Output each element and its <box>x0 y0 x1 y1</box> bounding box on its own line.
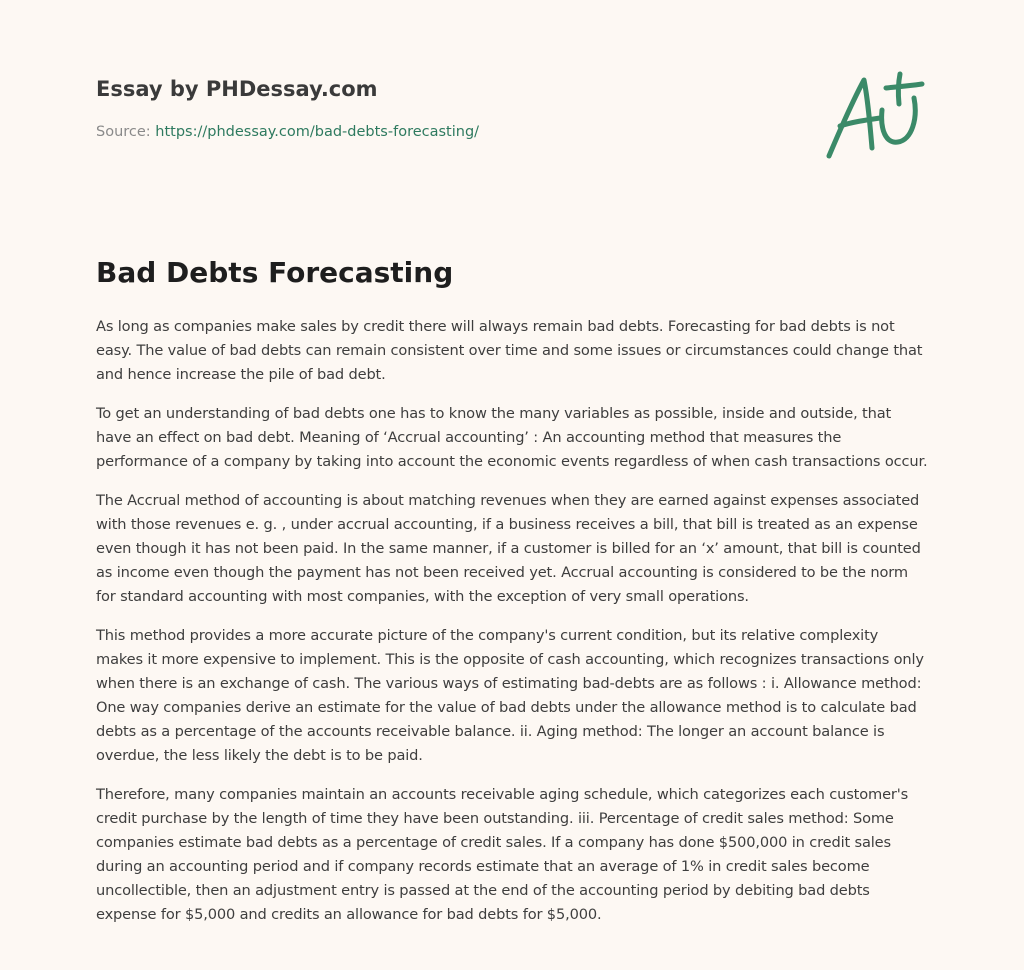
essay-body <box>96 315 928 942</box>
brand-title: Essay by PHDessay.com <box>96 77 378 101</box>
paragraph: To get an understanding of bad debts one has to know the many variables as possible, inside and outside, that have an effect on bad debt. Meaning of ‘Accrual accounting’ : An accounting method that measures the performance of a company by taking into account the economic events regardless of when cash transactions occur. <box>96 405 928 470</box>
source-link[interactable]: https://phdessay.com/bad-debts-forecasting/ <box>155 124 480 140</box>
paragraph: The Accrual method of accounting is about matching revenues when they are earned against expenses associated with those revenues e. g. , under accrual accounting, if a business receives a bill, that bill is treated as an expense even though it has not been paid. In the same manner, if a customer is billed for an ‘x’ amount, that bill is counted as income even though the payment has not been received yet. Accrual accounting is considered to be the norm for standard accounting with most companies, with the exception of very small operations. <box>96 492 921 605</box>
source-line <box>96 124 479 140</box>
essay-title: Bad Debts Forecasting <box>96 256 454 289</box>
paragraph: This method provides a more accurate picture of the company's current condition, but its relative complexity makes it more expensive to implement. This is the opposite of cash accounting, which recognizes transactions only when there is an exchange of cash. The various ways of estimating bad-debts are as follows : i. Allowance method: One way companies derive an estimate for the value of bad debts under the allowance method is to calculate bad debts as a percentage of the accounts receivable balance. ii. Aging method: The longer an account balance is overdue, the less likely the debt is to be paid. <box>96 627 924 764</box>
a-plus-logo-icon <box>822 70 928 162</box>
source-label: Source: <box>96 124 151 140</box>
paragraph: As long as companies make sales by credit there will always remain bad debts. Forecasting for bad debts is not easy. The value of bad debts can remain consistent over time and some issues or circumstances could change that and hence increase the pile of bad debt. <box>96 318 923 383</box>
paragraph: Therefore, many companies maintain an accounts receivable aging schedule, which categorizes each customer's credit purchase by the length of time they have been outstanding. iii. Percentage of credit sales method: Some companies estimate bad debts as a percentage of credit sales. If a company has done $500,000 in credit sales during an accounting period and if company records estimate that an average of 1% in credit sales become uncollectible, then an adjustment entry is passed at the end of the accounting period by debiting bad debts expense for $5,000 and credits an allowance for bad debts for $5,000. <box>96 786 909 923</box>
